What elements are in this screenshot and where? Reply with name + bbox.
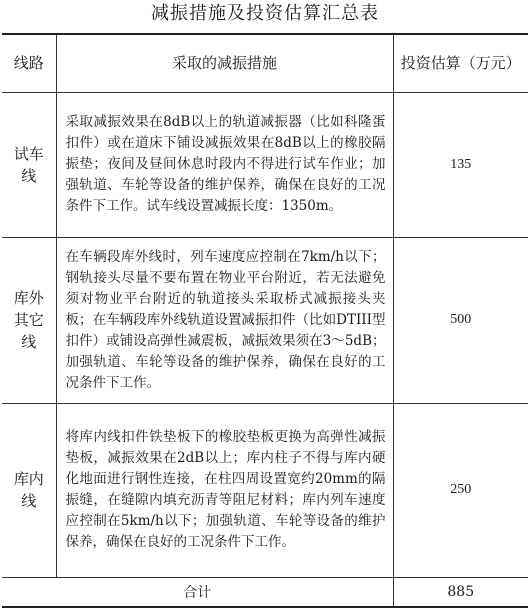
total-value: 885 [393,577,528,607]
route-cell: 库外其它线 [2,237,56,403]
measure-cell: 在车辆段库外线时，列车速度应控制在7km/h以下；钢轨接头尽量不要布置在物业平台附近，若无法避免须对物业平台附近的轨道接头采取桥式减振接头夹板；在车辆段库外线轨道设置减振扣件（比如DTIII型扣件）或铺设高弹性减震板，减振效果须在3～5dB；加强轨道、车轮等设备的维护保养，确保在良好的工况条件下工作。 [56,237,393,403]
summary-table [2,33,528,608]
total-row [2,577,528,607]
total-label: 合计 [2,577,393,607]
header-row [2,34,528,92]
table-title: 减振措施及投资估算汇总表 [151,3,379,24]
header-cost: 投资估算（万元） [393,34,528,92]
cost-cell: 135 [393,92,528,237]
measure-cell: 将库内线扣件铁垫板下的橡胶垫板更换为高弹性减振垫板，减振效果在2dB以上；库内柱子不得与库内硬化地面进行钢性连接，在柱四周设置宽约20mm的隔振缝，在缝隙内填充沥青等阻尼材料；库内列车速度应控制在5km/h以下；加强轨道、车轮等设备的维护保养，确保在良好的工况条件下工作。 [56,403,393,577]
table-row [2,403,528,577]
cost-cell: 500 [393,237,528,403]
route-cell: 试车线 [2,92,56,237]
table-row [2,92,528,237]
header-route: 线路 [2,34,56,92]
table-row [2,237,528,403]
cost-cell: 250 [393,403,528,577]
header-measure: 采取的减振措施 [56,34,393,92]
route-cell: 库内线 [2,403,56,577]
measure-cell: 采取减振效果在8dB以上的轨道减振器（比如科隆蛋扣件）或在道床下铺设减振效果在8dB以上的橡胶隔振垫；夜间及昼间休息时段内不得进行试车作业；加强轨道、车轮等设备的维护保养，确保在良好的工况条件下工作。试车线设置减振长度：1350m。 [56,92,393,237]
